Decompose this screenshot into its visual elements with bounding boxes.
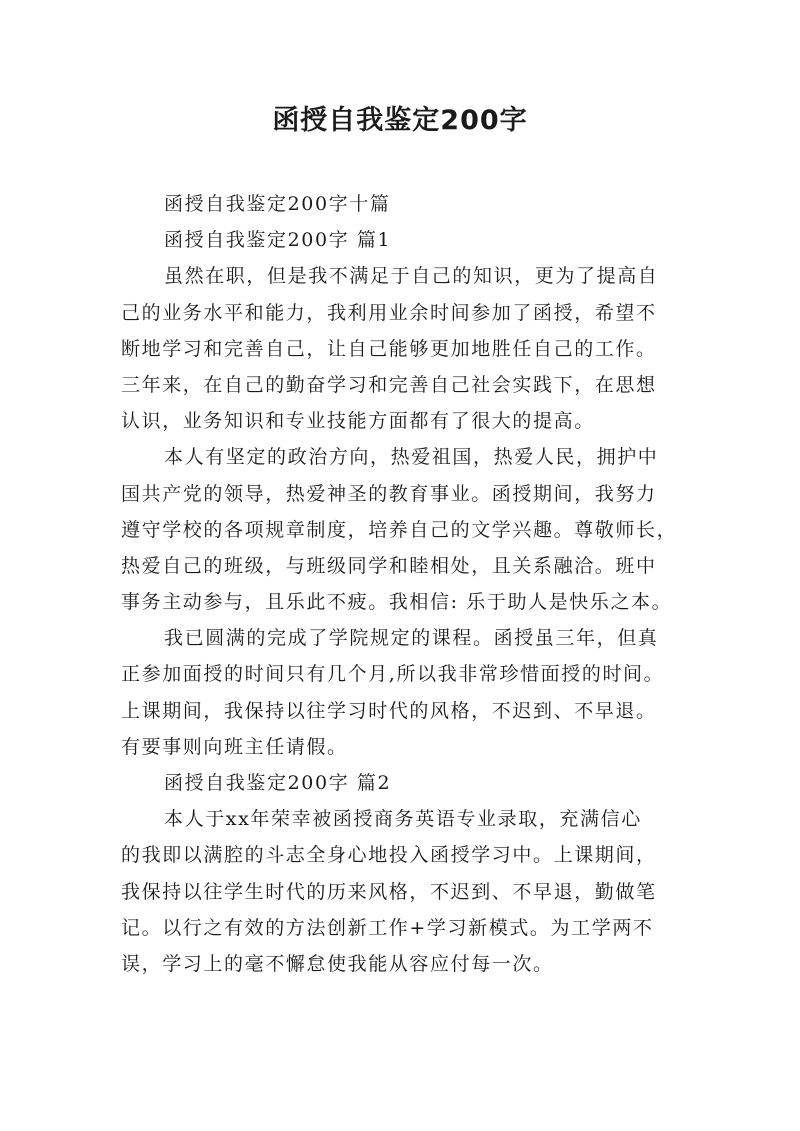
text-line: 己的业务水平和能力，我利用业余时间参加了函授，希望不 xyxy=(121,301,657,324)
text-line: 函授自我鉴定200字十篇 xyxy=(164,193,391,215)
text-line: 断地学习和完善自己，让自己能够更加地胜任自己的工作。 xyxy=(121,337,657,360)
text-line: 记。以行之有效的方法创新工作+学习新模式。为工学两不 xyxy=(121,916,654,939)
text-line: 正参加面授的时间只有几个月,所以我非常珍惜面授的时间。 xyxy=(121,663,665,686)
document-title: 函授自我鉴定200字 xyxy=(272,105,528,136)
text-line: 事务主动参与，且乐此不疲。我相信: 乐于助人是快乐之本。 xyxy=(121,591,673,614)
text-line: 函授自我鉴定200字 篇1 xyxy=(164,229,392,252)
text-line: 虽然在职，但是我不满足于自己的知识，更为了提高自 xyxy=(164,265,659,288)
text-line: 遵守学校的各项规章制度，培养自己的文学兴趣。尊敬师长， xyxy=(121,518,678,541)
document-body xyxy=(121,186,699,982)
text-line: 我保持以往学生时代的历来风格，不迟到、不早退，勤做笔 xyxy=(121,880,657,903)
text-line: 国共产党的领导，热爱神圣的教育事业。函授期间，我努力 xyxy=(121,482,657,505)
text-line: 上课期间，我保持以往学习时代的风格，不迟到、不早退。 xyxy=(121,699,657,722)
text-line: 本人有坚定的政治方向，热爱祖国，热爱人民，拥护中 xyxy=(164,446,659,469)
text-line: 热爱自己的班级，与班级同学和睦相处，且关系融洽。班中 xyxy=(121,554,657,577)
text-line: 三年来，在自己的勤奋学习和完善自己社会实践下，在思想 xyxy=(121,373,657,396)
text-line: 函授自我鉴定200字 篇2 xyxy=(164,772,392,794)
text-line: 我已圆满的完成了学院规定的课程。函授虽三年，但真 xyxy=(164,627,659,650)
text-line: 的我即以满腔的斗志全身心地投入函授学习中。上课期间， xyxy=(121,844,657,867)
text-line: 认识，业务知识和专业技能方面都有了很大的提高。 xyxy=(121,410,595,433)
text-line: 有要事则向班主任请假。 xyxy=(121,735,348,758)
text-line: 误，学习上的毫不懈怠使我能从容应付每一次。 xyxy=(121,952,554,975)
text-line: 本人于xx年荣幸被函授商务英语专业录取，充满信心 xyxy=(164,808,642,831)
